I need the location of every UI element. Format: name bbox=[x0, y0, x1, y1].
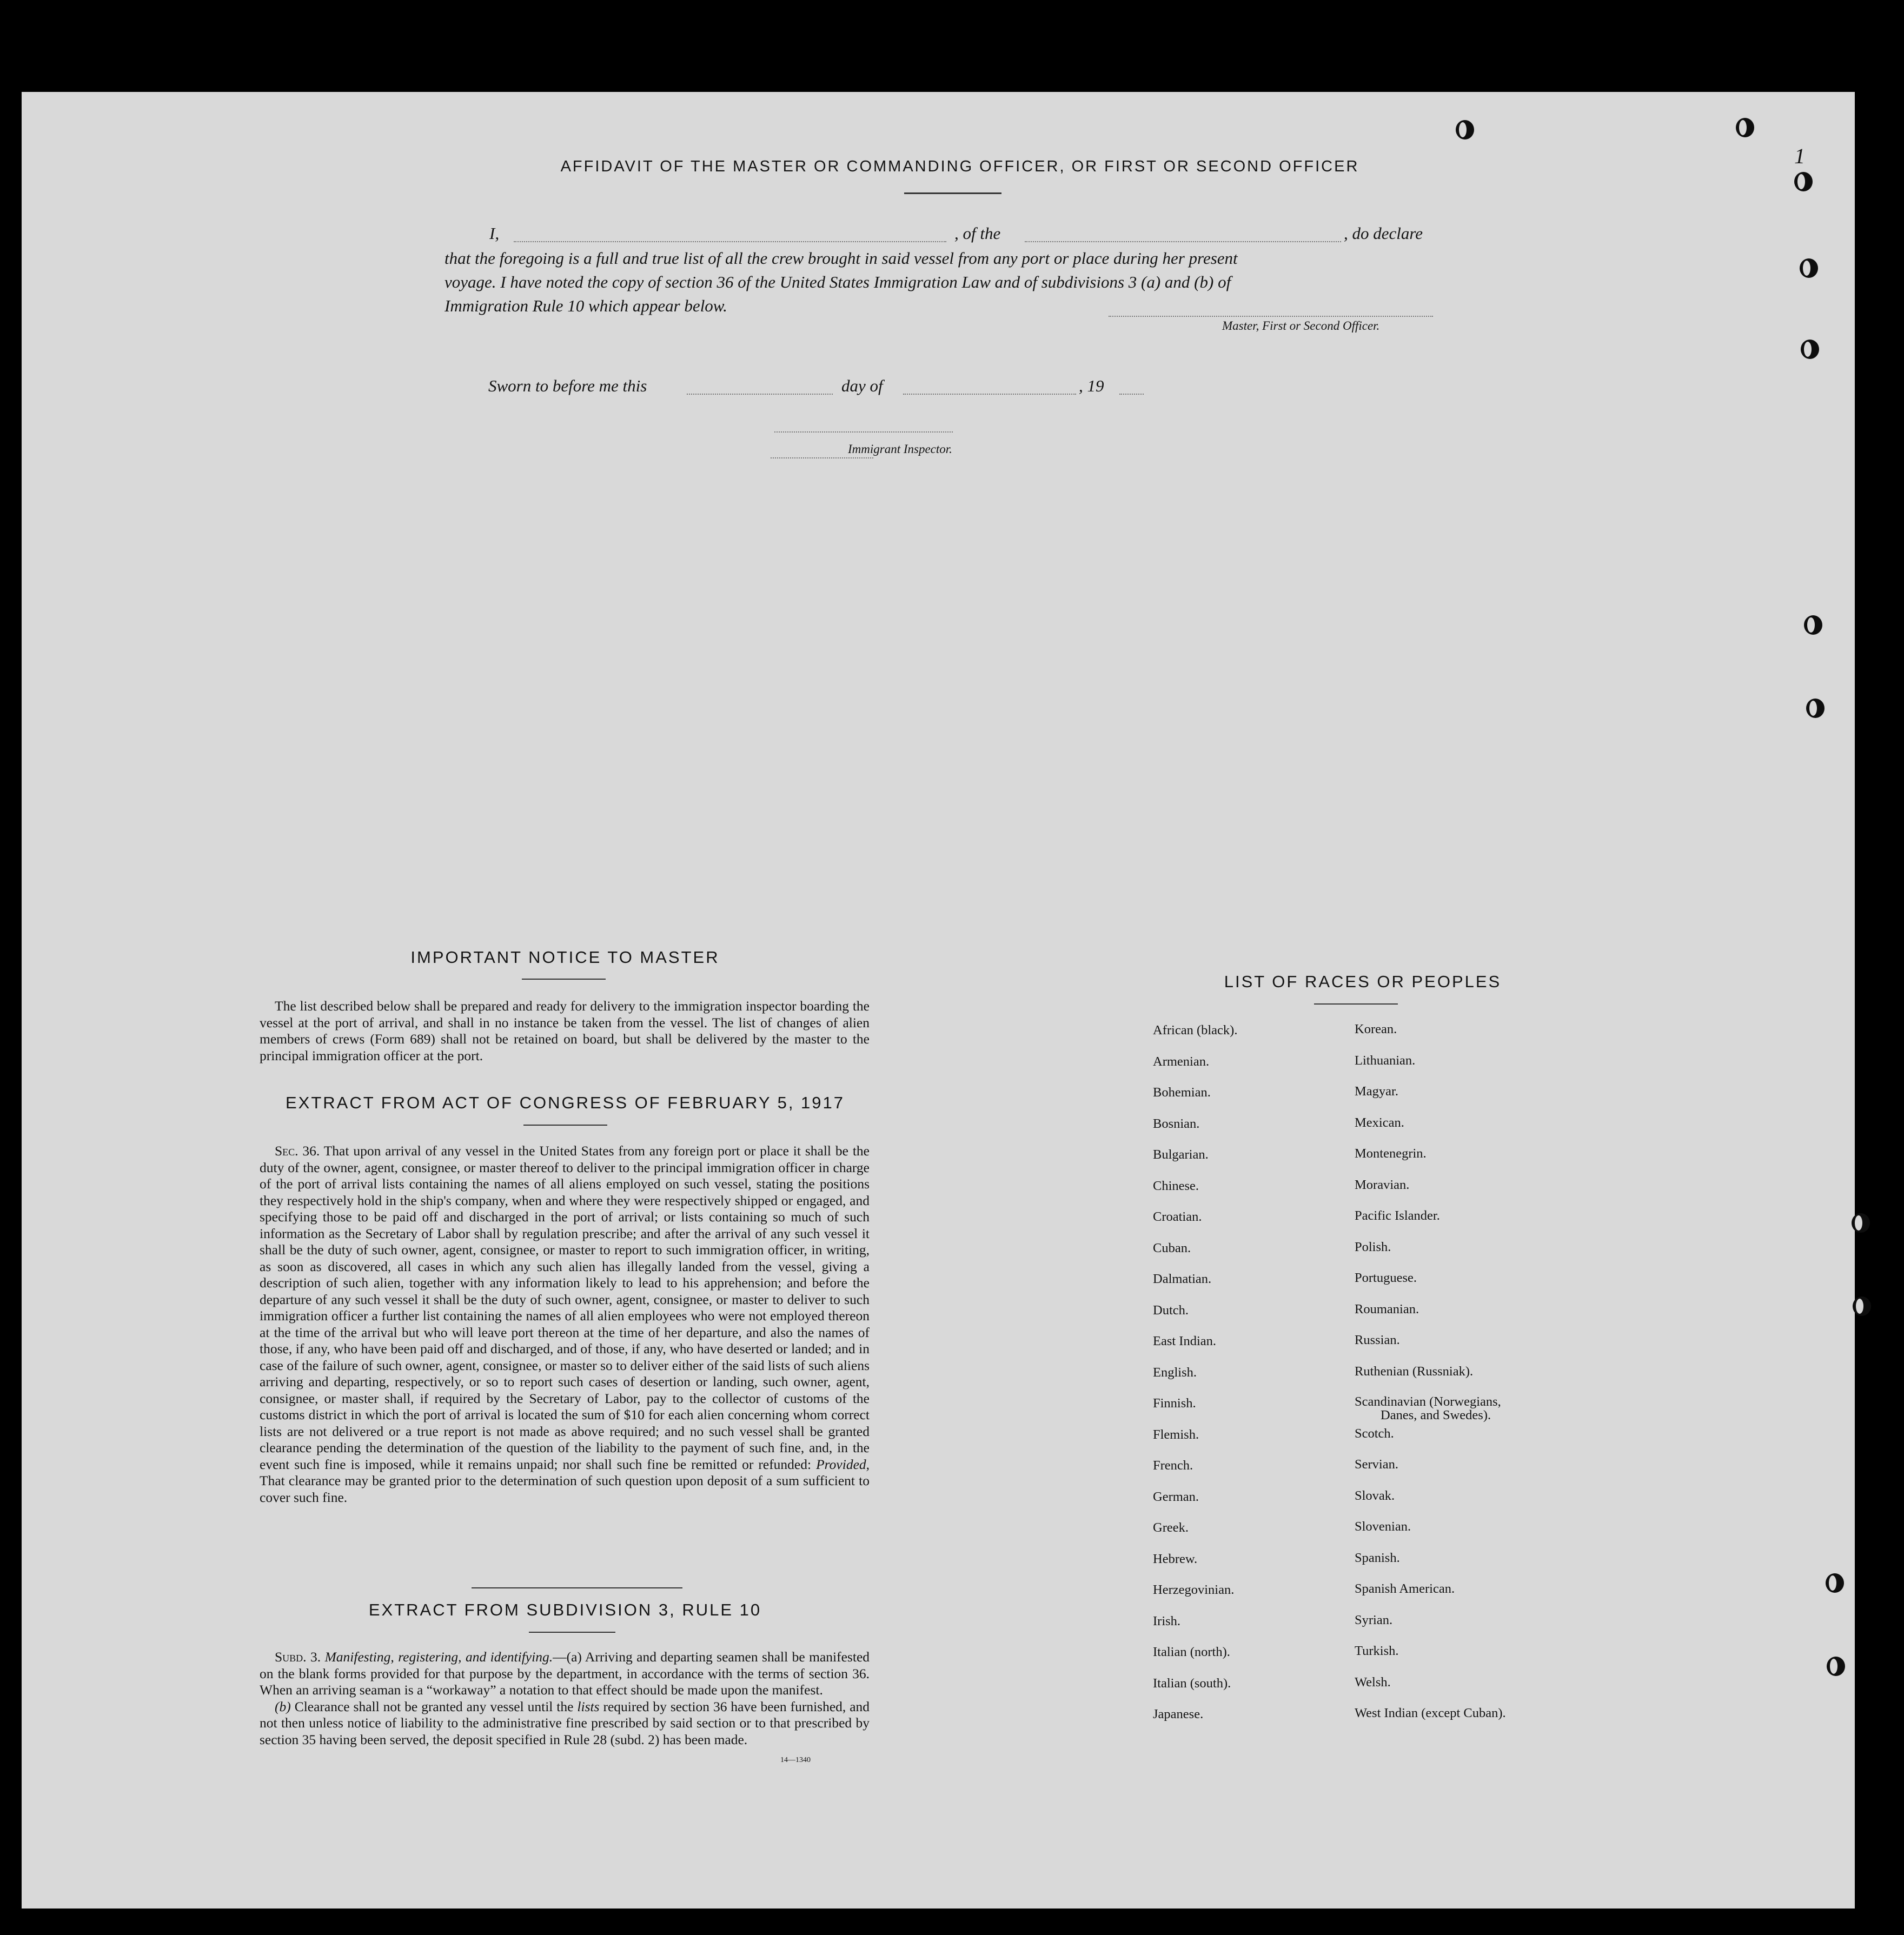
race-item: Slovak. bbox=[1355, 1488, 1395, 1503]
race-item: Hebrew. bbox=[1153, 1551, 1198, 1566]
races-rule bbox=[1314, 1003, 1398, 1005]
punch-hole bbox=[1736, 118, 1754, 137]
race-item: Portuguese. bbox=[1355, 1271, 1417, 1285]
race-item-continuation: Danes, and Swedes). bbox=[1381, 1408, 1491, 1422]
section-divider bbox=[472, 1587, 682, 1588]
race-item: African (black). bbox=[1153, 1023, 1238, 1038]
race-item: Russian. bbox=[1355, 1333, 1400, 1347]
vessel-name-blank[interactable] bbox=[1025, 241, 1341, 242]
race-item: Finnish. bbox=[1153, 1396, 1196, 1411]
race-item: Ruthenian (Russniak). bbox=[1355, 1364, 1474, 1379]
title-rule bbox=[904, 192, 1001, 194]
race-item: Irish. bbox=[1153, 1613, 1181, 1628]
race-item: Slovenian. bbox=[1355, 1519, 1411, 1534]
notice-title: IMPORTANT NOTICE TO MASTER bbox=[410, 948, 720, 967]
race-item: Moravian. bbox=[1355, 1177, 1410, 1192]
inspector-caption: Immigrant Inspector. bbox=[848, 442, 952, 456]
proviso-label: Provided, bbox=[816, 1456, 870, 1472]
section-36-text: That upon arrival of any vessel in the United States from any foreign port or place it shall be the duty of the owner, agent, consignee, or master thereof to deliver to the principal immigration officer in charge of the port of arrival lists containing the names of all aliens employed on such vessel, stating the positions they respectively hold in the ship's company, when and where they were respectively shipped or engaged, and specifying those to be paid off and discharged in the port of arrival; or lists containing so much of such information as the Secretary of Labor shall by regulation prescribe; and after the arrival of any such vessel it shall be the duty of such owner, agent, consignee, or master to report to such immigration officer, in writing, as soon as discovered, all cases in which any such alien has illegally landed from the vessel, giving a description of such alien, together with any information likely to lead to his apprehension; and before the departure of any such vessel it shall be the duty of such owner, agent, consignee, or master to deliver to such immigration officer a further list containing the names of all alien employees who were not employed thereon at the time of the arrival but who will leave port thereon at the time of her departure, and also the names of those, if any, who have been paid off and discharged, and of those, if any, who have deserted or landed; and in case of the failure of such owner, agent, consignee, or master so to deliver either of the said lists of such aliens arriving and departing, respectively, or so to report such cases of desertion or landing, such owner, agent, consignee, or master shall, if required by the Secretary of Labor, pay to the collector of customs of the customs district in which the port of arrival is located the sum of $10 for each alien concerning whom correct lists are not delivered or a true report is not made as above required; and no such vessel shall be granted clearance pending the determination of the question of the liability to the payment of such fine, and, in the event such fine is imposed, while it remains unpaid; nor shall such fine be remitted or refunded: bbox=[260, 1143, 870, 1472]
rule-extract-title: EXTRACT FROM SUBDIVISION 3, RULE 10 bbox=[368, 1600, 762, 1619]
paragraph-b-lists: lists bbox=[577, 1698, 600, 1714]
race-item: Syrian. bbox=[1355, 1612, 1393, 1627]
race-item: Welsh. bbox=[1355, 1674, 1391, 1690]
subdivision-heading: Manifesting, registering, and identifying. bbox=[324, 1649, 553, 1665]
punch-hole bbox=[1853, 1296, 1871, 1316]
race-item: Lithuanian. bbox=[1355, 1053, 1416, 1068]
race-item: Korean. bbox=[1355, 1022, 1397, 1036]
race-item: French. bbox=[1153, 1458, 1193, 1473]
paragraph-a-text: Arriving and departing seamen shall be manifested on the blank forms provided for that purpose by the department, in accordance with the terms of section 36. When an arriving seaman is a “workaway” a notation to that effect should be made upon the manifest. bbox=[260, 1649, 870, 1698]
punch-hole bbox=[1826, 1573, 1844, 1593]
declarant-name-blank[interactable] bbox=[514, 241, 946, 242]
race-item: Bosnian. bbox=[1153, 1116, 1200, 1131]
race-item: Spanish. bbox=[1355, 1550, 1400, 1565]
race-item: Flemish. bbox=[1153, 1427, 1199, 1442]
race-item: Herzegovinian. bbox=[1153, 1582, 1235, 1597]
notice-text bbox=[260, 998, 870, 1064]
punch-hole bbox=[1801, 340, 1819, 359]
paragraph-b-text-end: required by section 36 have been furnished, and not then unless notice of liability to the administrative fine prescribed by said section or to that prescribed by section 35 having been served, the deposit specified in Rule 28 (subd. 2) has been made. bbox=[260, 1698, 870, 1747]
race-item: Italian (south). bbox=[1153, 1675, 1231, 1691]
race-item: Roumanian. bbox=[1355, 1301, 1419, 1316]
race-item bbox=[1355, 1395, 1506, 1426]
sworn-month-blank[interactable] bbox=[903, 394, 1076, 395]
notice-rule bbox=[522, 979, 606, 980]
punch-hole bbox=[1806, 699, 1825, 718]
year-label: , 19 bbox=[1079, 376, 1104, 395]
race-item: Magyar. bbox=[1355, 1084, 1398, 1099]
race-item: Spanish American. bbox=[1355, 1581, 1455, 1596]
act-extract-title: EXTRACT FROM ACT OF CONGRESS OF FEBRUARY 5, 1917 bbox=[285, 1093, 845, 1112]
act-extract-text bbox=[260, 1143, 870, 1506]
race-item-label: Scandinavian (Norwegians, bbox=[1355, 1394, 1501, 1409]
race-item: Mexican. bbox=[1355, 1115, 1404, 1130]
affidavit-line-3: voyage. I have noted the copy of section 36 of the United States Immigration Law and of subdivisions 3 (a) and (b) of bbox=[445, 272, 1231, 291]
race-item: Bohemian. bbox=[1153, 1085, 1211, 1100]
declare-label: , do declare bbox=[1344, 224, 1423, 243]
race-item: Servian. bbox=[1355, 1457, 1398, 1472]
punch-hole bbox=[1804, 615, 1822, 635]
race-item: Pacific Islander. bbox=[1355, 1208, 1440, 1223]
punch-hole bbox=[1827, 1657, 1845, 1676]
race-item: East Indian. bbox=[1153, 1334, 1217, 1348]
sworn-day-blank[interactable] bbox=[687, 394, 833, 395]
punch-hole bbox=[1794, 172, 1813, 191]
proviso-text: That clearance may be granted prior to the determination of such question upon deposit of a sum sufficient to cover such fine. bbox=[260, 1473, 870, 1505]
race-item: Croatian. bbox=[1153, 1209, 1202, 1224]
race-item: Armenian. bbox=[1153, 1054, 1210, 1069]
inspector-signature-blank-2[interactable] bbox=[771, 457, 873, 458]
race-item: Scotch. bbox=[1355, 1426, 1394, 1441]
races-left-column bbox=[1153, 1023, 1237, 1738]
race-item: Greek. bbox=[1153, 1520, 1189, 1535]
declarant-label: I, bbox=[489, 224, 500, 243]
race-item: Montenegrin. bbox=[1355, 1146, 1427, 1161]
races-right-column bbox=[1355, 1022, 1506, 1737]
race-item: Cuban. bbox=[1153, 1240, 1191, 1255]
day-of-label: day of bbox=[841, 376, 883, 395]
vessel-of-label: , of the bbox=[954, 224, 1001, 243]
race-item: German. bbox=[1153, 1489, 1199, 1504]
rule-extract-rule bbox=[529, 1632, 615, 1633]
affidavit-title: AFFIDAVIT OF THE MASTER OR COMMANDING OFFICER, OR FIRST OR SECOND OFFICER bbox=[560, 158, 1359, 175]
affidavit-line-2: that the foregoing is a full and true list of all the crew brought in said vessel from any port or place during her present bbox=[445, 249, 1238, 268]
race-item: Dalmatian. bbox=[1153, 1272, 1212, 1286]
act-extract-rule bbox=[523, 1125, 607, 1126]
race-item: West Indian (except Cuban). bbox=[1355, 1706, 1506, 1720]
punch-hole bbox=[1456, 120, 1474, 139]
signature-caption: Master, First or Second Officer. bbox=[1222, 319, 1380, 333]
punch-hole bbox=[1852, 1213, 1870, 1233]
race-item: Japanese. bbox=[1153, 1707, 1204, 1721]
affidavit-line-4: Immigration Rule 10 which appear below. bbox=[445, 296, 727, 315]
paragraph-a-marker: —(a) bbox=[553, 1649, 582, 1665]
race-item: Chinese. bbox=[1153, 1178, 1199, 1193]
race-item: Italian (north). bbox=[1153, 1645, 1230, 1659]
officer-signature-blank[interactable] bbox=[1109, 316, 1433, 317]
sworn-label: Sworn to before me this bbox=[488, 376, 647, 395]
sworn-year-blank[interactable] bbox=[1119, 394, 1144, 395]
margin-mark: 1 bbox=[1794, 144, 1805, 168]
race-item: Dutch. bbox=[1153, 1302, 1189, 1318]
paragraph-b-text-start: Clearance shall not be granted any vessel until the bbox=[294, 1698, 574, 1714]
form-number: 14—1340 bbox=[780, 1756, 811, 1764]
notice-paragraph: The list described below shall be prepared and ready for delivery to the immigration inspector boarding the vessel at the port of arrival, and shall in no instance be taken from the vessel. The list of changes of alien members of crews (Form 689) shall not be retained on board, but shall be delivered by the master to the principal immigration officer at the port. bbox=[260, 998, 870, 1063]
race-item: English. bbox=[1153, 1365, 1197, 1380]
inspector-signature-blank[interactable] bbox=[774, 431, 953, 433]
race-item: Bulgarian. bbox=[1153, 1147, 1209, 1162]
race-item: Polish. bbox=[1355, 1239, 1391, 1254]
rule-extract-text bbox=[260, 1649, 870, 1748]
races-title: LIST OF RACES OR PEOPLES bbox=[1224, 972, 1502, 991]
section-label: Sec. 36. bbox=[275, 1143, 320, 1159]
punch-hole bbox=[1800, 258, 1818, 278]
paragraph-b-marker: (b) bbox=[275, 1698, 291, 1714]
subdivision-label: Subd. 3. bbox=[275, 1649, 321, 1665]
race-item: Turkish. bbox=[1355, 1644, 1399, 1658]
